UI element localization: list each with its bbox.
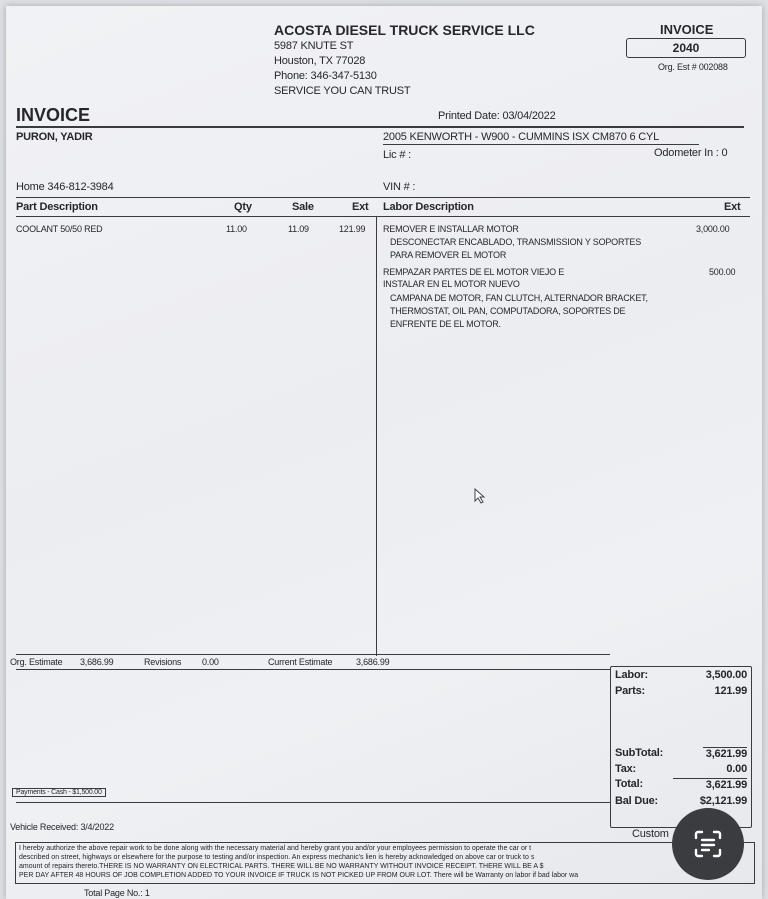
odometer-in: Odometer In : 0 [654,147,728,159]
subtotal-label: SubTotal: [615,747,664,759]
legal-line: described on street, highways or elsewhere for the purpose to testing and/or inspection. An express mechanic's lien is hereby acknowledged on above car or truck to s [19,854,535,861]
subtotal-value: 3,621.99 [705,748,747,760]
revisions-label: Revisions [144,657,182,667]
lic-number: Lic # : [383,149,411,161]
labor-line: THERMOSTAT, OIL PAN, COMPUTADORA, SOPORTES DE [390,306,626,316]
legal-line: I hereby authorize the above repair work to be done along with the necessary material and hereby grant you and/or your employees permission to operate the car or t [19,845,532,852]
parts-header-qty: Qty [234,201,252,213]
table-column-divider [376,216,377,656]
estimate-top-line [16,654,610,655]
parts-total-label: Parts: [615,685,645,697]
part-description: COOLANT 50/50 RED [16,224,103,234]
company-slogan: SERVICE YOU CAN TRUST [274,85,411,97]
part-sale: 11.09 [288,224,309,234]
labor-header-ext: Ext [724,201,741,213]
total-label: Total: [615,778,643,790]
parts-header-sale: Sale [292,201,314,213]
invoice-box-title: INVOICE [660,22,714,37]
mouse-pointer-icon [474,488,486,509]
lens-glyph [691,827,725,861]
current-estimate-label: Current Estimate [268,657,333,667]
org-estimate-value: 3,686.99 [80,657,114,667]
labor-header-description: Labor Description [383,201,474,213]
labor-total-label: Labor: [615,669,649,681]
labor-line: PARA REMOVER EL MOTOR [390,250,507,260]
invoice-sheet [6,6,762,899]
table-top-line [16,197,750,198]
company-name: ACOSTA DIESEL TRUCK SERVICE LLC [274,22,535,38]
vin-number: VIN # : [383,181,416,193]
parts-header-ext: Ext [352,201,369,213]
labor-title-continued: INSTALAR EN EL MOTOR NUEVO [383,279,520,289]
labor-line: ENFRENTE DE EL MOTOR. [390,319,501,329]
customer-signature-label: Custom [632,828,669,840]
total-pages: Total Page No.: 1 [84,888,150,898]
labor-amount: 3,000.00 [696,224,730,234]
legal-line: amount of repairs thereto.THERE IS NO WARRANTY ON ELECTRICAL PARTS. THERE WILL BE NO WARRANTY WITHOUT INVOICE RECEIPT. THERE WILL BE A $ [19,863,544,870]
printed-date: Printed Date: 03/04/2022 [438,110,556,122]
payments-box: Payments - Cash - $1,500.00 [12,788,106,797]
invoice-number: 2040 [626,38,746,58]
total-value: 3,621.99 [705,779,747,791]
page-title: INVOICE [16,105,91,125]
customer-home-phone: Home 346-812-3984 [16,181,114,193]
vehicle-underline [383,144,699,145]
legal-disclaimer [15,842,755,884]
vehicle-received: Vehicle Received: 3/4/2022 [10,822,114,832]
company-street: 5987 KNUTE ST [274,40,354,52]
google-lens-icon[interactable] [672,808,744,880]
revisions-value: 0.00 [202,657,219,667]
payments-line [16,802,610,803]
customer-name: PURON, YADIR [16,131,93,143]
legal-line: PER DAY AFTER 48 HOURS OF JOB COMPLETION ADDED TO YOUR INVOICE IF TRUCK IS NOT PICKED UP FROM OUR LOT. There will be Warranty on labor if bad labor wa [19,872,579,879]
labor-title: REMPAZAR PARTES DE EL MOTOR VIEJO E [383,267,565,277]
labor-amount: 500.00 [709,267,736,277]
table-header-line [16,216,750,217]
title-divider [16,126,744,128]
company-city: Houston, TX 77028 [274,55,366,67]
tax-label: Tax: [615,763,637,775]
tax-value: 0.00 [726,763,747,775]
labor-line: CAMPANA DE MOTOR, FAN CLUTCH, ALTERNADOR BRACKET, [390,293,648,303]
bal-due-value: $2,121.99 [699,795,747,807]
org-est-number: Org. Est # 002088 [658,62,728,72]
estimate-bottom-line [16,669,610,670]
company-phone: Phone: 346-347-5130 [274,70,377,82]
current-estimate-value: 3,686.99 [356,657,390,667]
labor-total-value: 3,500.00 [705,669,747,681]
parts-total-value: 121.99 [714,685,747,697]
part-qty: 11.00 [226,224,247,234]
labor-line: DESCONECTAR ENCABLADO, TRANSMISSION Y SOPORTES [390,237,642,247]
totals-box [610,666,752,828]
vehicle-description: 2005 KENWORTH - W900 - CUMMINS ISX CM870 6 CYL [383,131,660,143]
part-ext: 121.99 [339,224,366,234]
bal-due-label: Bal Due: [615,795,659,807]
org-estimate-label: Org. Estimate [10,657,63,667]
parts-header-description: Part Description [16,201,98,213]
labor-title: REMOVER E INSTALLAR MOTOR [383,224,519,234]
